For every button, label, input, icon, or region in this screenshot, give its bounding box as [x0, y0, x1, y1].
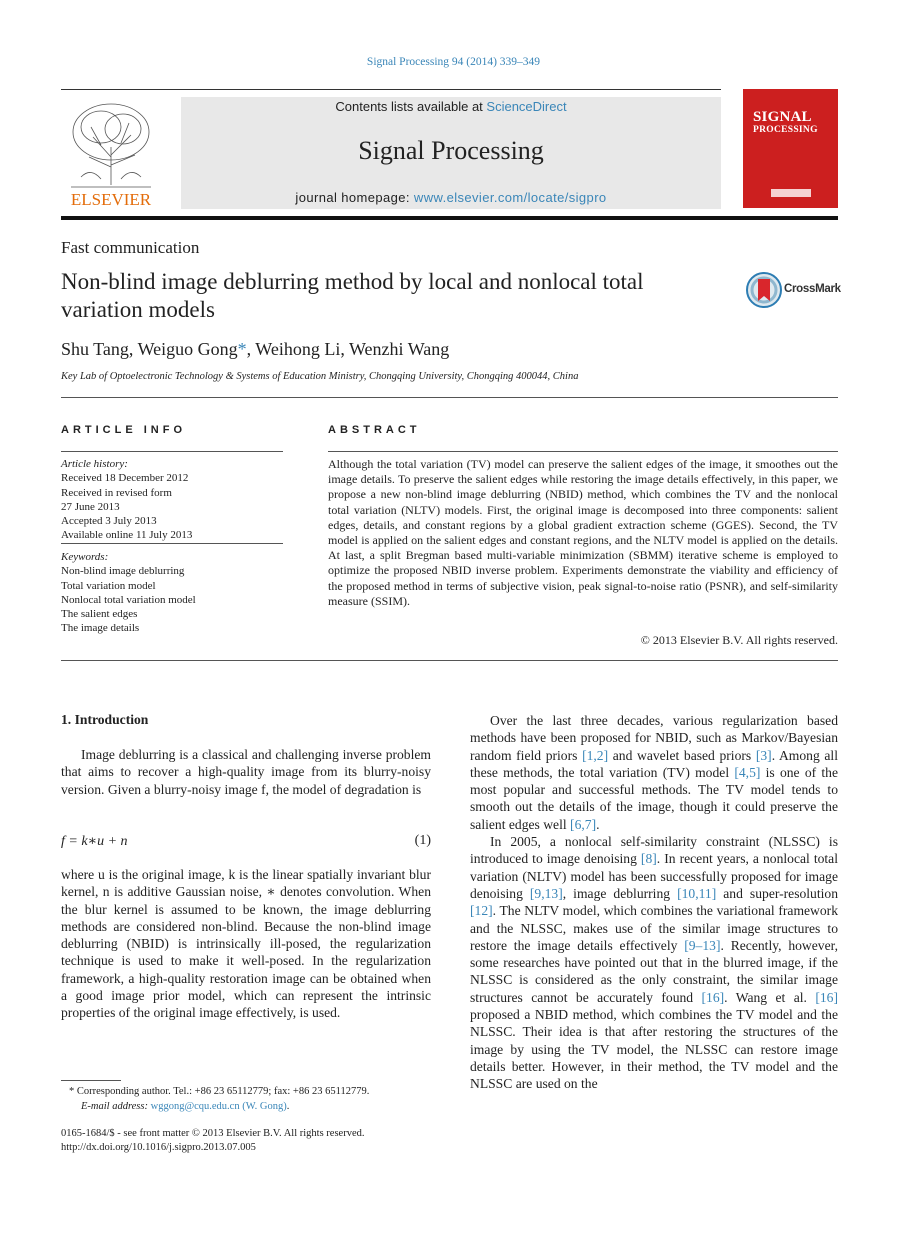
citation-link[interactable]: [4,5] — [734, 764, 761, 780]
svg-text:ELSEVIER: ELSEVIER — [70, 190, 152, 209]
cover-title-line1: SIGNAL — [753, 109, 812, 125]
equation-1 — [61, 833, 431, 850]
authors-before: Shu Tang, Weiguo Gong — [61, 339, 238, 359]
footnote-rule — [61, 1080, 121, 1081]
contents-line — [181, 99, 721, 114]
right-column-text — [470, 712, 838, 1093]
text-run: and wavelet based priors — [608, 747, 756, 763]
citation-link[interactable]: [12] — [470, 903, 493, 919]
citation-link[interactable]: [16] — [815, 989, 838, 1005]
article-section-type: Fast communication — [61, 238, 200, 257]
citation-link[interactable]: [3] — [755, 747, 772, 763]
journal-cover-image[interactable] — [743, 89, 838, 208]
citation-link[interactable]: [10,11] — [677, 885, 717, 901]
text-run: . In recent years, a nonlocal total variation (NLTV) model has been successfully proposed for image denoising — [470, 851, 838, 901]
header-thick-rule — [61, 216, 838, 220]
citation-link[interactable]: [8] — [640, 851, 657, 867]
text-run: . Wang et al. — [724, 989, 816, 1005]
text-run: is one of the most popular and successful methods. The TV model tends to smooth out the details of the image, though it could preserve the salient edges well — [470, 764, 838, 832]
citation-link[interactable]: [6,7] — [570, 816, 597, 832]
abstract-heading: ABSTRACT — [328, 424, 421, 436]
history-label: Article history: — [61, 458, 128, 470]
keyword-item: The image details — [61, 622, 140, 635]
abstract-text: Although the total variation (TV) model can preserve the salient edges of the image, it smoothes out the image details. To preserve the salient edges while restoring the image details effectively, in this paper, we propose a new non-blind image deblurring (NBID) method, which combines the TV and the nonlocal total variation (NLTV) models. First, the original image is decomposed into three components: salient edges, details, and constant regions by a global gradient extraction scheme (GGES). Second, the TV model is applied on the salient edges and constant regions, and the NLTV model is applied on the details. At last, a split Bregman based multi-variable minimization (SBMM) iterative scheme is employed to optimize the proposed NBID inverse problem. Experiments demonstrate the viability and efficiency of the proposed method in terms of subjective vision, peak signal-to-noise ratio (PSNR), and self-similarity measure (SSIM). — [328, 457, 838, 608]
text-run: . Recently, however, some researches have pointed out that in the blurred image, if the NLSSC is considered as the only constraint, the similar image structures cannot be accurately found — [470, 937, 838, 1005]
corresponding-author-mark[interactable]: * — [237, 339, 247, 359]
citation-link[interactable]: [9–13] — [684, 937, 721, 953]
email-label: E-mail address: — [81, 1101, 151, 1112]
crossmark-badge[interactable] — [746, 272, 846, 308]
homepage-line — [181, 190, 721, 205]
authors-after: , Weihong Li, Wenzhi Wang — [246, 339, 450, 359]
issn-line: 0165-1684/$ - see front matter © 2013 Elsevier B.V. All rights reserved. — [61, 1128, 365, 1139]
introduction-heading: 1. Introduction — [61, 712, 149, 727]
history-item: 27 June 2013 — [61, 500, 120, 513]
equation-text: f = k∗u + n — [61, 834, 128, 849]
homepage-link[interactable]: www.elsevier.com/locate/sigpro — [413, 190, 607, 205]
intro-p1: Image deblurring is a classical and challenging inverse problem that aims to recover a high-quality image from its blurry-noisy version. Given a blurry-noisy image f, the model of degradation is — [61, 747, 431, 797]
history-item: Received 18 December 2012 — [61, 472, 189, 485]
article-info-heading: ARTICLE INFO — [61, 424, 186, 436]
issn-block — [61, 1127, 461, 1155]
doi-link[interactable]: http://dx.doi.org/10.1016/j.sigpro.2013.07.005 — [61, 1142, 256, 1153]
history-item: Accepted 3 July 2013 — [61, 515, 157, 528]
text-run: Over the last three decades, various regularization based methods have been proposed for NBID, such as Markov/Bayesian random field priors — [470, 713, 838, 763]
text-run: . Among all these methods, the total variation (TV) model — [470, 747, 838, 780]
author-list — [61, 339, 449, 360]
contents-prefix: Contents lists available at — [335, 99, 487, 114]
masthead-top-rule — [61, 89, 721, 90]
corresponding-author-note: * Corresponding author. Tel.: +86 23 65112779; fax: +86 23 65112779. — [69, 1086, 370, 1097]
email-end: . — [286, 1101, 290, 1112]
right-col-p1 — [470, 712, 838, 833]
text-run: In 2005, a nonlocal self-similarity constraint (NLSSC) is introduced to image denoising — [470, 834, 838, 867]
sciencedirect-link[interactable]: ScienceDirect — [486, 99, 567, 114]
cover-logo-mark — [771, 189, 811, 197]
citation-link[interactable]: [9,13] — [529, 885, 563, 901]
intro-paragraph-1 — [61, 746, 431, 798]
abstract-copyright: © 2013 Elsevier B.V. All rights reserved. — [640, 633, 838, 647]
keywords-label: Keywords: — [61, 551, 109, 563]
footnote — [61, 1084, 431, 1114]
history-item: Received in revised form — [61, 486, 172, 499]
text-run: . The NLTV model, which combines the variational framework and the NLSSC, makes use of the similar image structures to restore the image details effectively — [470, 903, 838, 953]
elsevier-tree-logo — [61, 97, 161, 209]
homepage-prefix: journal homepage: — [295, 190, 414, 205]
front-matter-rule — [61, 660, 838, 661]
citation-link[interactable]: [1,2] — [582, 747, 609, 763]
journal-title: Signal Processing — [358, 136, 544, 165]
citation-link[interactable]: [16] — [701, 989, 725, 1005]
abstract-rule — [328, 451, 838, 452]
right-col-p2 — [470, 833, 838, 1092]
text-run: proposed a NBID method, which combines the TV model and the NLSSC. Their idea is that after restoring the structures of the image by using the TV model, the NLSSC can restore image details better. However, in their method, the TV model and the NLSSC are used on the — [470, 1007, 838, 1092]
keyword-item: The salient edges — [61, 608, 138, 621]
text-run: , image deblurring — [562, 885, 678, 901]
text-run: and super-resolution — [716, 885, 838, 901]
affiliation: Key Lab of Optoelectronic Technology & Systems of Education Ministry, Chongqing University, Chongqing 400044, China — [61, 371, 579, 382]
history-item: Available online 11 July 2013 — [61, 529, 193, 542]
article-history — [61, 457, 283, 543]
crossmark-label: CrossMark — [784, 283, 841, 295]
crossmark-icon — [746, 272, 782, 308]
keywords — [61, 550, 283, 636]
intro-paragraph-2 — [61, 866, 431, 1022]
paper-title: Non-blind image deblurring method by local and nonlocal total variation models — [61, 269, 644, 322]
article-info-rule — [61, 451, 283, 452]
affiliation-rule — [61, 397, 838, 398]
cover-title-line2: PROCESSING — [753, 125, 818, 135]
intro-p2: where u is the original image, k is the linear spatially invariant blur kernel, n is additive Gaussian noise, ∗ denotes convolution. When the blur kernel is assumed to be known, the image deblurring methods are considered non-blind. Because the non-blind image deblurring (NBID) is intrinsically ill-posed, the regularization technique is used to make it well-posed. In the regularization framework, a high-quality restoration image can be obtained when a good image prior model, which can represent the intrinsic properties of the original image effectively, is used. — [61, 867, 431, 1021]
text-run: . — [596, 816, 600, 832]
email-link[interactable]: wggong@cqu.edu.cn (W. Gong) — [150, 1101, 287, 1112]
history-rule — [61, 543, 283, 544]
equation-number: (1) — [414, 833, 431, 848]
keyword-item: Non-blind image deblurring — [61, 565, 185, 578]
keyword-item: Nonlocal total variation model — [61, 593, 196, 606]
journal-reference[interactable]: Signal Processing 94 (2014) 339–349 — [366, 56, 541, 68]
keyword-item: Total variation model — [61, 579, 156, 592]
